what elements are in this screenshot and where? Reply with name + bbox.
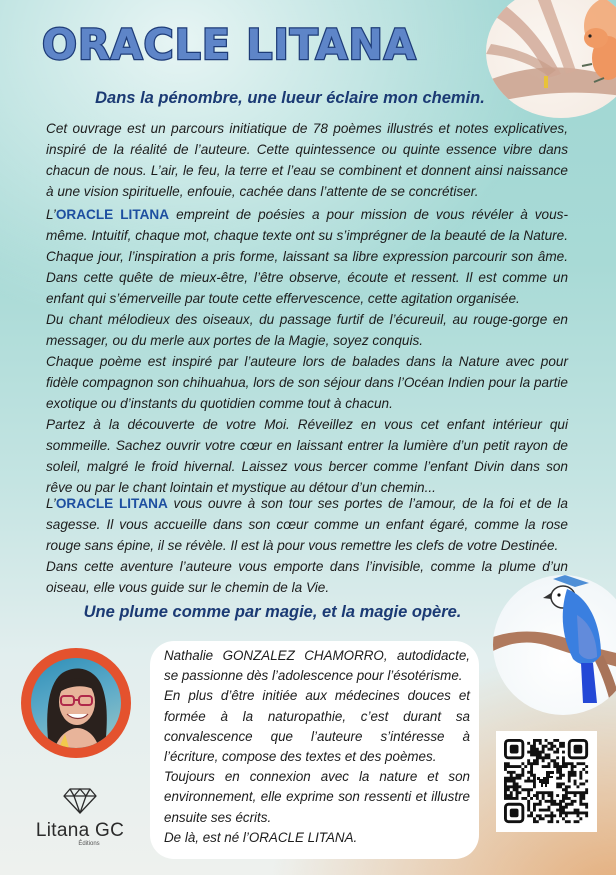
paragraph-text: Cet ouvrage est un parcours initiatique de 78 poèmes illustrés et notes explicatives, inspiré de la réalité de l’auteure. Cette quintessence ou quinte essence vibre dans chacun de nous. L’air, le feu, la terre et l’eau se combinent et donnent ainsi naissance à une vision spirituelle, enfouie, cachée dans l’attente de se concrétiser. [46, 121, 568, 199]
publisher-subtitle: Éditions [78, 841, 100, 847]
qr-finder-pattern [505, 804, 522, 821]
blue-jay-illustration [493, 575, 616, 715]
tagline: Dans la pénombre, une lueur éclaire mon chemin. [95, 89, 485, 107]
paragraph-lead: L’ [46, 496, 56, 511]
intro-paragraph [46, 118, 568, 202]
brand-name: ORACLE LITANA [55, 207, 170, 222]
brand-name: ORACLE LITANA [55, 496, 168, 511]
page-title: ORACLE LITANA [42, 20, 417, 69]
dinosaur-icon [537, 771, 554, 787]
paragraph-line: Dans cette aventure l’auteure vous emporte dans l’invisible, comme la plume d’un oiseau, elle vous guide sur le chemin de la Vie. [46, 559, 568, 595]
closing-tagline: Une plume comme par magie, et la magie opère. [83, 603, 462, 621]
qr-finder-pattern [569, 740, 586, 757]
paragraph-text: empreint de poésies a pour mission de vous révéler à vous-même. Intuitif, chaque mot, chaque texte ont su s’imprégner de la beauté de la Nature. Chaque jour, l’inspiration a pris forme, laissant sa libre expression parcourir son âme. Dans cette quête de mieux-être, l’être observe, écoute et ressent. Il est comme un enfant qui s’émerveille par toute cette effervescence, cette agitation organisée. [46, 207, 568, 306]
mission-paragraph [46, 204, 568, 309]
publisher-name: Litana GC [35, 820, 125, 841]
qr-finder-pattern [505, 740, 522, 757]
author-bio [164, 646, 470, 848]
paragraph-line: Partez à la découverte de votre Moi. Réveillez en vous cet enfant intérieur qui sommeille. Sachez ouvrir votre cœur en laissant entrer la lumière d’un petit rayon de soleil, malgré le froid hivernal. Laissez vous bercer comme l’enfant Divin dans son rêve ou par le chant lointain et mystique au détour d’un chemin... [46, 417, 568, 495]
bio-line: Toujours en connexion avec la nature et son environnement, elle exprime son ressenti et illustre ensuite ses écrits. [164, 769, 470, 825]
bio-line: Nathalie GONZALEZ CHAMORRO, autodidacte, se passionne dès l’adolescence pour l’ésotérisme. [164, 648, 470, 684]
publisher-logo [30, 787, 130, 847]
inspiration-paragraph [46, 309, 568, 498]
destiny-paragraph [46, 493, 568, 598]
paragraph-text: vous ouvre à son tour ses portes de l’amour, de la foi et de la sagesse. Il vous accueille dans son cœur comme un enfant égaré, comme la rose rouge sans épine, il se révèle. Il est là pour vous remettre les clefs de votre Destinée. [46, 496, 568, 553]
paragraph-line: Du chant mélodieux des oiseaux, du passage furtif de l’écureuil, au rouge-gorge en messager, ou du merle aux portes de la Magie, soyez conquis. [46, 312, 568, 348]
qr-code[interactable] [496, 731, 597, 832]
bio-line: En plus d’être initiée aux médecines douces et formée à la naturopathie, c’est durant sa convalescence que l’auteure s’intéresse à l’écriture, compose des textes et des poèmes. [164, 688, 470, 765]
paragraph-lead: L’ [46, 207, 56, 222]
bio-line: De là, est né l’ORACLE LITANA. [164, 829, 358, 845]
diamond-icon [62, 787, 98, 815]
author-portrait-icon [31, 658, 121, 748]
author-photo [21, 648, 131, 758]
paragraph-line: Chaque poème est inspiré par l’auteure lors de balades dans la Nature avec pour fidèle compagnon son chihuahua, lors de son séjour dans l’Océan Indien pour la partie exotique ou d’instants du quotidien comme tout à chacun. [46, 354, 568, 411]
